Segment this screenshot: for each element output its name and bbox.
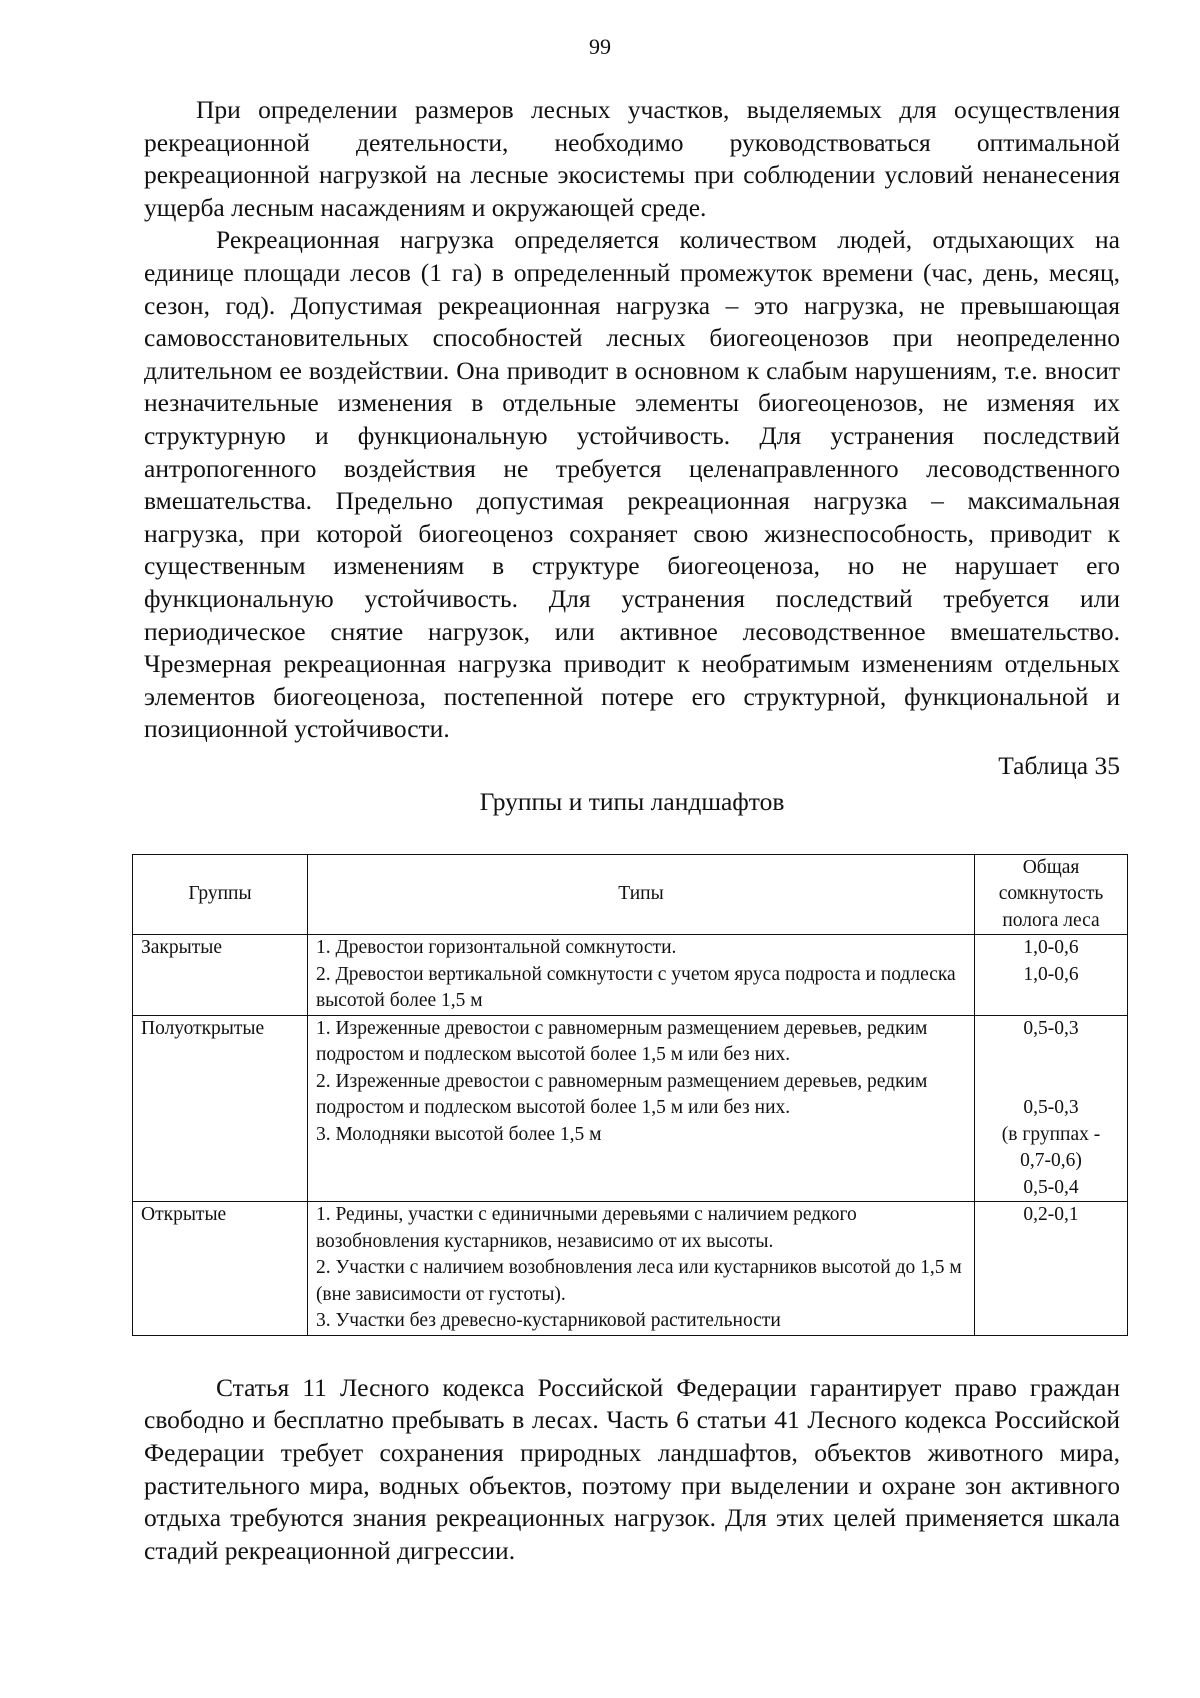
page-number: 99 (589, 34, 611, 59)
landscape-types-table (132, 854, 1128, 1336)
paragraph-forest-code: Статья 11 Лесного кодекса Российской Федерации гарантирует право граждан свободно и бесплатно пребывать в лесах. Часть 6 статьи 41 Лесного кодекса Российской Федерации требует сохранения природных ландшафтов, объектов животного мира, растительного мира, водных объектов, поэтому при выделении и охране зон активного отдыха требуются знания рекреационных нагрузок. Для этих целей применяется шкала стадий рекреационной дигрессии. (144, 1372, 1120, 1565)
type-item: 1. Редины, участки с единичными деревьями с наличием редкого возобновления кустарников, независимо от их высоты. (315, 1204, 857, 1252)
page-content (141, 94, 1120, 1567)
table-title: Группы и типы ландшафтов (479, 786, 785, 816)
type-item: 1. Изреженные древостои с равномерным размещением деревьев, редким подростом и подлеском высотой более 1,5 м или без них. (315, 1017, 928, 1066)
closure-value: 0,5-0,3 (1023, 1017, 1079, 1039)
closure-value: 0,2-0,1 (1023, 1204, 1079, 1226)
header-closure-line: полога леса (1002, 909, 1100, 931)
table-label: Таблица 35 (998, 750, 1120, 780)
types-cell (307, 935, 974, 1016)
closure-value: 1,0-0,6 (1023, 937, 1079, 959)
type-item: 2. Древостои вертикальной сомкнутости с учетом яруса подроста и подлеска высотой более 1,5 м (315, 963, 956, 1012)
group-cell: Полуоткрытые (133, 1015, 308, 1202)
type-item: 2. Участки с наличием возобновления леса или кустарников высотой до 1,5 м (вне зависимости от густоты). (315, 1257, 962, 1305)
type-item: 2. Изреженные древостои с равномерным размещением деревьев, редким подростом и подлеском высотой более 1,5 м или без них. (315, 1070, 928, 1119)
closure-value: 0,5-0,3 (1023, 1097, 1079, 1119)
header-closure-line: Общая (1022, 856, 1080, 878)
table-row (133, 1015, 1128, 1202)
closure-value: 1,0-0,6 (1023, 963, 1079, 985)
header-types: Типы (307, 854, 974, 935)
closure-cell (975, 935, 1128, 1016)
paragraph-plot-size: При определении размеров лесных участков, выделяемых для осуществления рекреационной деятельности, необходимо руководствоваться оптимальной рекреационной нагрузкой на лесные экосистемы при соблюдении условий ненанесения ущерба лесным насаждениям и окружающей среде. (144, 95, 1120, 222)
group-cell: Открытые (133, 1202, 308, 1336)
type-item: 1. Древостои горизонтальной сомкнутости. (315, 937, 677, 959)
header-canopy-closure (975, 854, 1128, 935)
closure-cell (975, 1202, 1128, 1336)
types-cell (307, 1015, 974, 1202)
table-row (133, 1202, 1128, 1336)
table-row (133, 935, 1128, 1016)
paragraph-recreational-load: Рекреационная нагрузка определяется количеством людей, отдыхающих на единице площади лесов (1 га) в определенный промежуток времени (час, день, месяц, сезон, год). Допустимая рекреационная нагрузка – это нагрузка, не превышающая самовосстановительных способностей лесных биогеоценозов при неопределенно длительном ее воздействии. Она приводит в основном к слабым нарушениям, т.е. вносит незначительные изменения в отдельные элементы биогеоценозов, не изменяя их структурную и функциональную устойчивость. Для устранения последствий антропогенного воздействия не требуется целенаправленного лесоводственного вмешательства. Предельно допустимая рекреационная нагрузка – максимальная нагрузка, при которой биогеоценоз сохраняет свою жизнеспособность, приводит к существенным изменениям в структуре биогеоценоза, но не нарушает его функциональную устойчивость. Для устранения последствий требуется или периодическое снятие нагрузок, или активное лесоводственное вмешательство. Чрезмерная рекреационная нагрузка приводит к необратимым изменениям отдельных элементов биогеоценоза, постепенной потере его структурной, функциональной и позиционной устойчивости. (144, 225, 1120, 744)
type-item: 3. Участки без древесно-кустарниковой растительности (315, 1310, 781, 1332)
closure-cell (975, 1015, 1128, 1202)
type-item: 3. Молодняки высотой более 1,5 м (315, 1123, 602, 1145)
types-cell (307, 1202, 974, 1336)
header-closure-line: сомкнутость (998, 883, 1104, 905)
closure-value: 0,7-0,6) (1020, 1150, 1082, 1172)
closure-value: (в группах - (1001, 1123, 1101, 1145)
group-cell: Закрытые (133, 935, 308, 1016)
header-groups: Группы (133, 854, 308, 935)
closure-value: 0,5-0,4 (1023, 1176, 1079, 1198)
table-header-row (133, 854, 1128, 935)
